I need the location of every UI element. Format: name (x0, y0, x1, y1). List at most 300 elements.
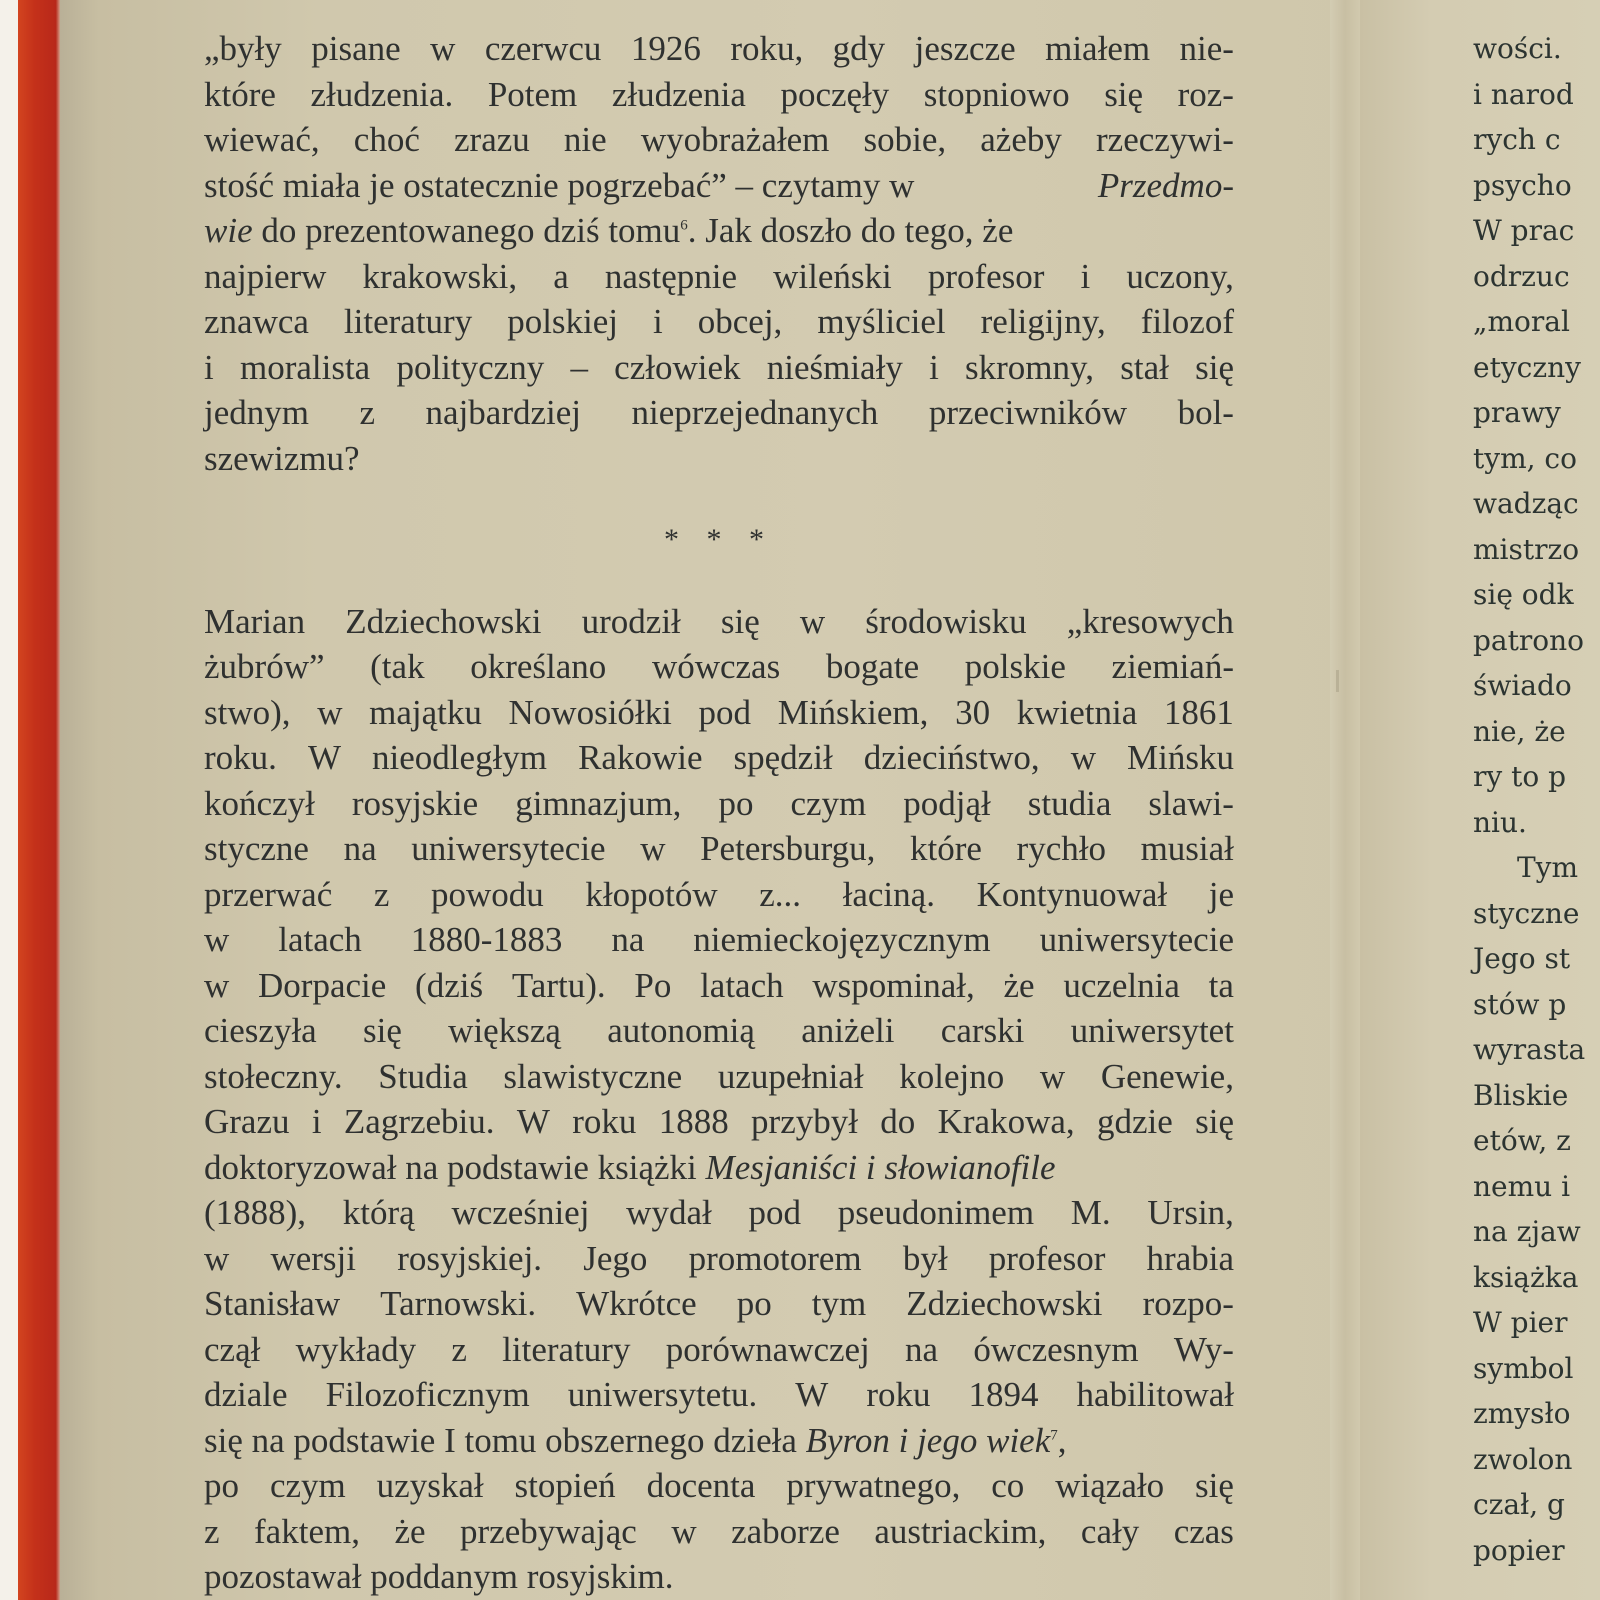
text-line (204, 1509, 1234, 1555)
word: rosyjskie (351, 783, 479, 823)
text-line (204, 1099, 1234, 1145)
word: rychło (1016, 829, 1106, 868)
word: złudzenia (611, 74, 746, 114)
word: kłopotów (585, 874, 718, 914)
word: wersji (270, 1238, 357, 1278)
word: się (1195, 1102, 1234, 1141)
text-line (204, 1372, 1234, 1418)
word: urodził (581, 601, 681, 641)
word: – (570, 347, 588, 387)
word: Po (634, 965, 672, 1005)
word: moralista (239, 347, 371, 387)
word: co (991, 1466, 1025, 1505)
text-line (204, 117, 1234, 163)
word: dziale (204, 1375, 288, 1414)
right-page-line: zwolon (1473, 1442, 1573, 1476)
word: niemieckojęzycznym (693, 920, 991, 959)
word: w (204, 920, 230, 959)
text-run (204, 1145, 1056, 1191)
word: stopień (514, 1466, 616, 1505)
word: krakowski, (362, 256, 518, 296)
word: czas (1173, 1511, 1234, 1551)
word: studia (1027, 783, 1112, 823)
word: przybył (751, 1102, 858, 1141)
word: literatury (502, 1329, 631, 1369)
word: Kontynuował (976, 874, 1168, 914)
word: najpierw (204, 256, 327, 296)
right-page-line: świado (1473, 669, 1572, 702)
word: kończył (204, 783, 315, 823)
word: rozpo- (1142, 1284, 1234, 1323)
word: „były (204, 29, 282, 68)
word: uniwersytet (1070, 1011, 1234, 1050)
word: obcej, (697, 302, 783, 341)
word: złudzenia. (310, 74, 454, 114)
word: do (880, 1102, 916, 1141)
word: z (451, 1329, 467, 1369)
text-line-cut-off: pozostawał poddanym rosyjskim. (204, 1557, 674, 1596)
word: wykłady (295, 1329, 417, 1369)
word: Studia (378, 1056, 468, 1096)
word: Mińsku (1127, 738, 1234, 777)
text-run: , (1057, 1420, 1067, 1460)
word: które (204, 74, 276, 114)
word: profesor (927, 256, 1045, 296)
right-page-line: W prac (1473, 214, 1575, 247)
left-page-text (204, 26, 1234, 1600)
word: i (653, 302, 663, 341)
word: Genewie, (1100, 1056, 1234, 1096)
page-gutter (1330, 0, 1360, 1600)
right-page-line: wości. (1473, 32, 1562, 65)
word: nie- (1179, 29, 1234, 68)
text-line (204, 1327, 1234, 1373)
right-page-line: etów, z (1473, 1124, 1571, 1157)
word: i (311, 1102, 322, 1141)
word: i (929, 347, 939, 387)
right-page-line: prawy (1473, 396, 1561, 429)
word: uczelnia (1063, 965, 1180, 1005)
word: (dziś (415, 965, 484, 1005)
word: M. (1070, 1193, 1111, 1232)
text-line (204, 208, 1234, 254)
right-page-line: wadząc (1473, 487, 1579, 520)
word: faktem, (254, 1511, 360, 1551)
right-page-line: W pier (1473, 1306, 1568, 1339)
word: filozof (1140, 302, 1234, 341)
word: w (799, 601, 826, 641)
word: roku, (730, 29, 804, 68)
word: najbardziej (425, 393, 581, 432)
word: W (307, 738, 341, 777)
text-line (204, 299, 1234, 345)
word: 1888 (658, 1102, 729, 1141)
word: stopniowo (923, 74, 1070, 114)
word: z... (759, 874, 802, 914)
word: znawca (204, 302, 309, 341)
word: roz- (1177, 74, 1234, 114)
right-page-line: mistrzo (1473, 532, 1580, 566)
word: Filozoficznym (325, 1375, 530, 1414)
word: wiązało (1055, 1466, 1165, 1505)
word: w (1070, 738, 1096, 777)
word: Grazu (204, 1102, 290, 1141)
word: rzeczywi- (1096, 120, 1234, 159)
word: gimnazjum, (515, 783, 682, 823)
word: w (204, 1238, 230, 1278)
word: miałem (1045, 29, 1151, 68)
word: majątku (369, 692, 482, 732)
word: z (359, 393, 376, 432)
word: tym (811, 1284, 867, 1323)
word: z (204, 1511, 220, 1551)
right-page-line: nemu i (1473, 1169, 1571, 1203)
paper-crease (1336, 670, 1339, 692)
word: Tartu). (511, 965, 606, 1005)
right-page-line: na zjaw (1473, 1215, 1581, 1248)
word: pod (748, 1193, 801, 1232)
word: a (553, 256, 569, 296)
right-page-line: psycho (1473, 168, 1572, 202)
text-line (204, 1281, 1234, 1327)
word: że (1003, 965, 1035, 1005)
paragraph-2 (204, 599, 1234, 1600)
word: skromny, (965, 347, 1095, 387)
word: literatury (343, 302, 473, 341)
word: polityczny (396, 347, 545, 387)
right-page-line: Tym (1517, 851, 1579, 884)
word: czął (204, 1329, 261, 1369)
word: był (902, 1238, 948, 1278)
word: przeciwników (928, 393, 1128, 432)
word: profesor (988, 1238, 1106, 1278)
right-page-line: zmysło (1473, 1397, 1571, 1430)
right-page-line: symbol (1473, 1351, 1574, 1385)
word: rosyjskiej. (397, 1238, 543, 1278)
word: Zagrzebiu. (343, 1102, 495, 1141)
word: austriackim, (874, 1511, 1047, 1551)
right-page-line: nie, że (1473, 714, 1566, 748)
text-line (204, 1463, 1234, 1509)
word: po (718, 783, 754, 823)
word: przebywając (460, 1511, 637, 1551)
text-line (204, 735, 1234, 781)
word: docenta (646, 1466, 756, 1505)
word: habilitował (1076, 1375, 1234, 1414)
right-page-line: odrzuc (1473, 259, 1570, 293)
word: stołeczny. (204, 1056, 343, 1096)
word: 1926 (630, 29, 701, 68)
word: się (363, 1011, 402, 1050)
text-line (204, 1145, 1234, 1191)
word: uzupełniał (717, 1056, 864, 1096)
word: 1880-1883 (410, 920, 563, 959)
word: wiewać, (204, 120, 320, 159)
word: polskie (964, 647, 1066, 686)
paragraph-1 (204, 26, 1234, 481)
text-line (204, 254, 1234, 300)
word: slawistyczne (503, 1056, 683, 1096)
word: nie (563, 120, 607, 159)
word: stał (1120, 347, 1169, 387)
word: hrabia (1146, 1238, 1234, 1278)
word: 1894 (968, 1375, 1039, 1414)
word: uniwersytetu. (567, 1375, 758, 1414)
right-page-line: Jego st (1473, 942, 1571, 975)
word: pod (698, 692, 752, 732)
word: kolejno (899, 1056, 1005, 1096)
word: W (795, 1375, 829, 1414)
word: Mińskiem, (777, 692, 929, 732)
word: Nowosiółki (508, 692, 672, 732)
text-line: szewizmu? (204, 438, 360, 478)
word: określano (470, 647, 607, 686)
word: Stanisław (204, 1284, 341, 1323)
word: Jego (583, 1238, 648, 1278)
right-page-line: czał, g (1473, 1488, 1565, 1521)
word: że (394, 1511, 426, 1551)
word: zrazu (454, 120, 530, 159)
word: aniżeli (801, 1011, 895, 1050)
word: Ursin, (1147, 1193, 1234, 1232)
word: uniwersytecie (1039, 920, 1234, 959)
text-line (204, 872, 1234, 918)
word: w (317, 692, 343, 732)
word: Zdziechowski (906, 1284, 1103, 1323)
right-page-line: ry to p (1473, 760, 1567, 793)
word: ta (1208, 965, 1234, 1005)
right-page-line: się odk (1473, 578, 1574, 611)
word: uzyskał (376, 1466, 484, 1505)
word: przerwać (204, 874, 333, 914)
word: polskiej (507, 302, 619, 341)
right-page-line: popier (1473, 1533, 1565, 1567)
background-edge (0, 0, 18, 1600)
text-run: doktoryzował na podstawie książki (204, 1147, 706, 1187)
word: jednym (204, 393, 309, 432)
word: i (204, 347, 214, 387)
word: 1861 (1163, 692, 1234, 732)
text-line (204, 599, 1234, 645)
word: czym (790, 783, 867, 823)
word: autonomią (607, 1011, 755, 1050)
italic-title: wie (204, 211, 253, 250)
word: wspominał, (812, 965, 975, 1005)
footnote-marker[interactable]: 6 (680, 217, 688, 234)
word: na (611, 920, 645, 959)
word: bogate (825, 647, 920, 686)
word: z (373, 874, 390, 914)
word: cały (1080, 1511, 1140, 1551)
right-page-line: „moral (1473, 305, 1570, 338)
word: gdzie (1096, 1102, 1173, 1141)
word: wówczas (651, 647, 781, 686)
word: porównawczej (665, 1329, 870, 1369)
word: po (204, 1466, 239, 1505)
word: je (1208, 874, 1234, 914)
text-line (204, 163, 1234, 209)
word: prywatnego, (786, 1466, 961, 1505)
word: 30 (955, 692, 991, 732)
word: kwietnia (1016, 692, 1138, 732)
text-run (204, 1418, 1066, 1464)
word: w (640, 829, 666, 868)
right-page-line: niu. (1473, 805, 1527, 839)
word: nieśmiały (766, 347, 903, 387)
right-page-line: styczne (1473, 896, 1580, 930)
italic-title: Byron i jego wiek (805, 1420, 1051, 1460)
word: w (1039, 1056, 1066, 1096)
word: roku. (204, 738, 277, 777)
text-run: się na podstawie I tomu obszernego dzieła (204, 1420, 806, 1460)
italic-title: Przedmo- (1097, 165, 1234, 205)
text-line (204, 72, 1234, 118)
word: żubrów” (204, 647, 325, 686)
word: następnie (604, 256, 738, 296)
word: Potem (487, 74, 578, 114)
word: łaciną. (842, 874, 935, 914)
word: człowiek (614, 347, 741, 387)
right-page-line: stów p (1473, 987, 1567, 1021)
word: Rakowie (578, 738, 703, 777)
word: poczęły (780, 74, 890, 114)
text-line (204, 26, 1234, 72)
word: gdy (832, 29, 886, 68)
word: się (720, 601, 760, 641)
word: czym (269, 1466, 346, 1505)
word: w (671, 1511, 697, 1551)
word: roku (572, 1102, 637, 1141)
text-line (204, 390, 1234, 436)
word: i (1080, 256, 1091, 296)
text-line (204, 963, 1234, 1009)
text-line (204, 690, 1234, 736)
text-line (204, 826, 1234, 872)
word: nieodległym (372, 738, 548, 777)
word: które (910, 829, 982, 868)
word: po (736, 1284, 772, 1323)
word: zaborze (731, 1511, 840, 1551)
word: styczne (204, 829, 309, 868)
word: Marian (204, 601, 306, 641)
word: Zdziechowski (345, 601, 542, 641)
right-page-line: patrono (1473, 623, 1585, 657)
right-page-line: i narod (1473, 77, 1574, 111)
word: wileński (773, 256, 892, 296)
word: jeszcze (914, 29, 1016, 68)
word: na (343, 829, 377, 868)
word: (tak (370, 647, 425, 686)
right-page-text (1473, 26, 1600, 1573)
word: (1888), (204, 1193, 307, 1232)
right-page-line: rych c (1473, 123, 1561, 156)
text-run: . Jak doszło do tego, że (687, 211, 1014, 250)
word: Wy- (1173, 1329, 1234, 1369)
word: powodu (431, 874, 544, 914)
text-line (204, 917, 1234, 963)
word: choć (353, 120, 420, 159)
word: myśliciel (817, 302, 946, 341)
text-line (204, 1054, 1234, 1100)
text-line (204, 1236, 1234, 1282)
word: większą (448, 1011, 561, 1050)
word: pseudonimem (837, 1193, 1035, 1232)
word: się (1195, 1466, 1234, 1505)
word: Tarnowski. (380, 1284, 537, 1323)
word: slawi- (1148, 783, 1234, 823)
text-run: do prezentowanego dziś tomu (261, 211, 681, 250)
word: stwo), (204, 692, 291, 732)
right-page-line: książka (1473, 1260, 1579, 1294)
word: środowisku (865, 601, 1027, 641)
word: na (905, 1329, 939, 1369)
text-line (204, 1190, 1234, 1236)
word: promotorem (688, 1238, 862, 1278)
book-cover-spine (18, 0, 60, 1600)
word: spędził (733, 738, 833, 777)
word: ziemiań- (1111, 647, 1234, 686)
word: Petersburgu, (700, 829, 876, 868)
word: wydał (626, 1193, 712, 1232)
word: musiał (1140, 829, 1234, 868)
word: czerwcu (484, 29, 602, 68)
right-page-line: etyczny (1473, 350, 1581, 384)
text-line (204, 781, 1234, 827)
word: wyobrażałem (640, 120, 830, 159)
text-line (204, 644, 1234, 690)
word: w (430, 29, 456, 68)
text-run: stość miała je ostatecznie pogrzebać” – czytamy w (204, 165, 915, 205)
word: carski (940, 1011, 1025, 1050)
word: wcześniej (451, 1193, 590, 1232)
right-page-line: wyrasta (1473, 1033, 1586, 1066)
word: nieprzejednanych (631, 393, 879, 432)
word: W (516, 1102, 550, 1141)
word: cieszyła (204, 1011, 317, 1050)
word: Dorpacie (258, 965, 387, 1005)
word: latach (700, 965, 784, 1005)
word: bol- (1177, 393, 1234, 432)
word: latach (278, 920, 362, 959)
word: uczony, (1126, 256, 1234, 296)
word: Wkrótce (576, 1284, 697, 1323)
text-run (204, 208, 1013, 254)
word: ówczesnym (973, 1329, 1139, 1369)
word: uniwersytecie (411, 829, 606, 868)
word: podjął (903, 783, 991, 823)
word: roku (866, 1375, 931, 1414)
footnote-marker[interactable]: 7 (1050, 1426, 1058, 1443)
word: w (204, 965, 230, 1005)
word: religijny, (980, 302, 1106, 341)
text-line (204, 345, 1234, 391)
word: się (1195, 347, 1234, 387)
section-divider: * * * (664, 523, 774, 556)
word: pisane (311, 29, 401, 68)
word: Krakowa, (937, 1102, 1075, 1141)
word: „kresowych (1066, 601, 1234, 641)
word: ażeby (980, 120, 1062, 159)
text-line (204, 1418, 1234, 1464)
italic-title: Mesjaniści i słowianofile (705, 1147, 1056, 1187)
right-page-line: tym, co (1473, 441, 1577, 475)
word: dzieciństwo, (863, 738, 1040, 777)
text-line (204, 1008, 1234, 1054)
right-page-line: Bliskie (1473, 1078, 1569, 1112)
word: sobie, (863, 120, 947, 159)
word: którą (342, 1193, 415, 1232)
word: się (1104, 74, 1144, 114)
